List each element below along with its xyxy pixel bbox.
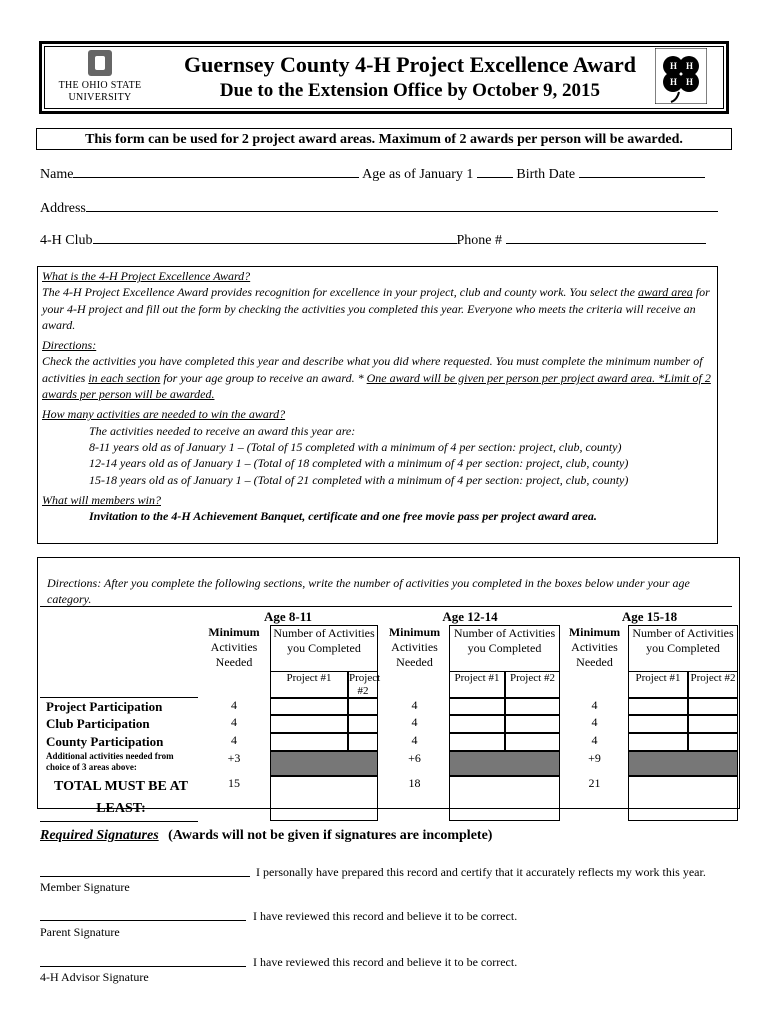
age-group-header: Age 8-11 bbox=[263, 609, 313, 624]
project-1-input[interactable] bbox=[449, 733, 505, 751]
member-statement: I personally have prepared this record and certify that it accurately reflects my work this year. bbox=[256, 865, 706, 879]
total-input[interactable] bbox=[270, 776, 378, 821]
project-2-input[interactable] bbox=[688, 715, 738, 733]
project-2-input[interactable] bbox=[688, 698, 738, 715]
university-name: THE OHIO STATE UNIVERSITY bbox=[58, 80, 142, 103]
project-1-input[interactable] bbox=[628, 715, 688, 733]
parent-signature-label: Parent Signature bbox=[40, 925, 120, 939]
name-row bbox=[40, 166, 705, 183]
svg-text:H: H bbox=[670, 77, 678, 87]
additional-shaded-cell bbox=[270, 751, 378, 776]
minimum-value: +6 bbox=[408, 751, 421, 765]
award-limit-banner: This form can be used for 2 project award areas. Maximum of 2 awards per person will be awarded. bbox=[36, 128, 732, 150]
advisor-signature-line[interactable] bbox=[40, 966, 246, 967]
page-title: Guernsey County 4-H Project Excellence Award bbox=[184, 52, 636, 77]
member-signature-line[interactable] bbox=[40, 876, 250, 877]
member-signature-label: Member Signature bbox=[40, 880, 130, 894]
project-2-input[interactable] bbox=[505, 698, 560, 715]
page-subtitle: Due to the Extension Office by October 9, 2015 bbox=[219, 80, 601, 101]
club-row bbox=[40, 232, 706, 249]
minimum-value: 4 bbox=[591, 733, 598, 747]
address-row bbox=[40, 200, 718, 217]
osu-logo-letter: O bbox=[100, 68, 101, 69]
minimum-value: +3 bbox=[227, 751, 241, 765]
minimum-header bbox=[380, 625, 449, 673]
info-box bbox=[37, 266, 718, 544]
address-label: Address bbox=[40, 201, 86, 216]
project-2-input[interactable] bbox=[348, 715, 378, 733]
minimum-value: 4 bbox=[591, 698, 598, 712]
age-label: Age as of January 1 bbox=[362, 167, 474, 182]
minimum-header-rest: Activities Needed bbox=[571, 640, 618, 669]
completed-header: Number of Activities you Completed bbox=[628, 625, 738, 671]
project-1-header: Project #1 bbox=[270, 671, 348, 698]
birth-date-field[interactable] bbox=[579, 166, 705, 178]
minimum-value: 4 bbox=[411, 715, 418, 729]
info-answer-win: Invitation to the 4-H Achievement Banquet, certificate and one free movie pass per project award area. bbox=[89, 509, 597, 524]
label-rule bbox=[40, 697, 198, 698]
clover-icon bbox=[655, 48, 707, 104]
project-2-header: Project #2 bbox=[349, 672, 381, 697]
info-answer-what: The 4-H Project Excellence Award provides recognition for excellence in your project, club and county work. You select the award area for your 4-H project and fill out the form by checking the activities you completed this year. Everyone who meets the criteria will receive an award. bbox=[42, 285, 710, 332]
info-question-what: What is the 4-H Project Excellence Award? bbox=[42, 269, 251, 283]
project-1-input[interactable] bbox=[270, 698, 348, 715]
project-1-input[interactable] bbox=[270, 733, 348, 751]
table-directions: Directions: After you complete the following sections, write the number of activities you completed in the boxes below under your age category. bbox=[47, 576, 690, 606]
name-field[interactable] bbox=[73, 166, 359, 178]
minimum-header-bold: Minimum bbox=[388, 625, 441, 639]
row-label: Club Participation bbox=[46, 716, 150, 731]
age-field[interactable] bbox=[477, 166, 513, 178]
age-group-header: Age 15-18 bbox=[621, 609, 678, 624]
minimum-header-rest: Activities Needed bbox=[391, 640, 438, 669]
project-2-input[interactable] bbox=[505, 715, 560, 733]
info-answer-intro: The activities needed to receive an award this year are: bbox=[89, 423, 356, 438]
completed-header: Number of Activities you Completed bbox=[449, 625, 560, 671]
project-2-header: Project #2 bbox=[688, 671, 738, 698]
row-label: Additional activities needed from choice of 3 areas above: bbox=[46, 751, 174, 772]
club-field[interactable] bbox=[93, 232, 457, 244]
minimum-value: 4 bbox=[411, 733, 418, 747]
parent-statement: I have reviewed this record and believe it to be correct. bbox=[253, 909, 518, 923]
minimum-header-rest: Activities Needed bbox=[210, 640, 258, 669]
row-label: TOTAL MUST BE AT LEAST: bbox=[54, 779, 188, 816]
minimum-value: 4 bbox=[411, 698, 418, 712]
minimum-value: 4 bbox=[591, 715, 598, 729]
name-label: Name bbox=[40, 167, 74, 182]
row-label: County Participation bbox=[46, 734, 164, 749]
minimum-value: 21 bbox=[588, 776, 601, 790]
address-field[interactable] bbox=[86, 200, 718, 212]
project-1-input[interactable] bbox=[628, 698, 688, 715]
project-1-input[interactable] bbox=[270, 715, 348, 733]
advisor-signature-label: 4-H Advisor Signature bbox=[40, 970, 149, 984]
svg-text:H: H bbox=[670, 61, 678, 71]
advisor-statement: I have reviewed this record and believe it to be correct. bbox=[253, 955, 518, 969]
minimum-value: 18 bbox=[408, 776, 421, 790]
additional-shaded-cell bbox=[449, 751, 560, 776]
minimum-value: 4 bbox=[231, 698, 237, 712]
info-question-directions: Directions: bbox=[42, 338, 97, 353]
project-2-input[interactable] bbox=[505, 733, 560, 751]
minimum-header-bold: Minimum bbox=[568, 625, 621, 639]
signatures-heading: Required Signatures (Awards will not be given if signatures are incomplete) bbox=[40, 828, 493, 843]
phone-field[interactable] bbox=[506, 232, 706, 244]
info-age-line: 15-18 years old as of January 1 – (Total of 21 completed with a minimum of 4 per section: project, club, county) bbox=[89, 472, 629, 487]
minimum-value: 15 bbox=[228, 776, 240, 790]
svg-text:H: H bbox=[686, 61, 694, 71]
phone-label: Phone # bbox=[456, 233, 502, 248]
table-divider bbox=[40, 606, 732, 607]
project-1-input[interactable] bbox=[449, 698, 505, 715]
total-input[interactable] bbox=[628, 776, 738, 821]
info-answer-directions: Check the activities you have completed this year and describe what you did where requested. You must complete the minimum number of activities in each section for your age group to receive an award. * One award will be given per person per project award area. *Limit of 2 awards per person will be awarded. bbox=[42, 354, 711, 402]
info-age-line: 8-11 years old as of January 1 – (Total of 15 completed with a minimum of 4 per section: project, club, county) bbox=[89, 439, 622, 454]
club-label: 4-H Club bbox=[40, 233, 93, 248]
total-input[interactable] bbox=[449, 776, 560, 821]
minimum-value: 4 bbox=[231, 715, 237, 729]
info-question-how-many: How many activities are needed to win the award? bbox=[42, 407, 286, 422]
additional-shaded-cell bbox=[628, 751, 738, 776]
info-question-win: What will members win? bbox=[42, 492, 161, 507]
label-rule bbox=[40, 821, 198, 822]
info-age-line: 12-14 years old as of January 1 – (Total of 18 completed with a minimum of 4 per section: project, club, county) bbox=[89, 456, 629, 471]
project-1-input[interactable] bbox=[628, 733, 688, 751]
completed-header: Number of Activities you Completed bbox=[270, 625, 378, 671]
project-2-header: Project #2 bbox=[505, 671, 560, 698]
project-1-input[interactable] bbox=[449, 715, 505, 733]
project-1-header: Project #1 bbox=[449, 671, 505, 698]
project-1-header: Project #1 bbox=[628, 671, 688, 698]
project-2-input[interactable] bbox=[348, 733, 378, 751]
minimum-value: 4 bbox=[231, 733, 237, 747]
minimum-header-bold: Minimum bbox=[208, 625, 260, 639]
age-group-header: Age 12-14 bbox=[442, 609, 498, 624]
birth-date-label: Birth Date bbox=[516, 167, 576, 182]
parent-signature-line[interactable] bbox=[40, 920, 246, 921]
svg-text:H: H bbox=[686, 77, 694, 87]
minimum-header bbox=[561, 625, 628, 673]
project-2-input[interactable] bbox=[688, 733, 738, 751]
minimum-value: +9 bbox=[588, 751, 601, 765]
minimum-header bbox=[198, 625, 270, 673]
row-label: Project Participation bbox=[46, 699, 163, 714]
project-2-input[interactable] bbox=[348, 698, 378, 715]
